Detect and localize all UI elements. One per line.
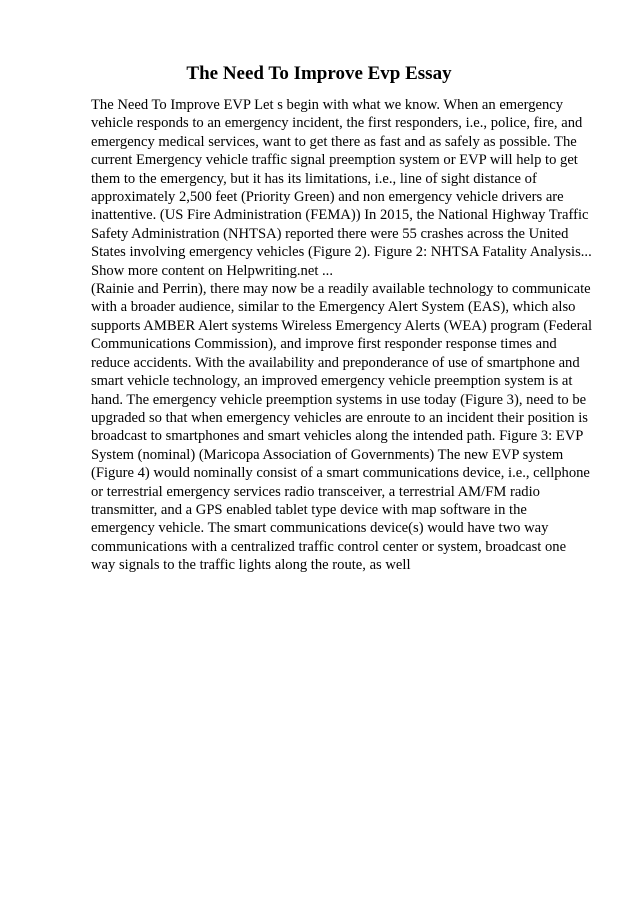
body-line: current Emergency vehicle traffic signal preemption system or EVP will help to get <box>91 152 578 169</box>
body-line: way signals to the traffic lights along the route, as well <box>91 557 411 574</box>
body-line: transmitter, and a GPS enabled tablet type device with map software in the <box>91 501 527 518</box>
body-line: broadcast to smartphones and smart vehicles along the intended path. Figure 3: EVP <box>91 428 584 445</box>
body-line: vehicle responds to an emergency incident, the first responders, i.e., police, fire, and <box>91 115 583 132</box>
body-line: The Need To Improve EVP Let s begin with what we know. When an emergency <box>91 97 564 113</box>
body-line: States involving emergency vehicles (Figure 2). Figure 2: NHTSA Fatality Analysis... <box>91 244 592 261</box>
body-line: inattentive. (US Fire Administration (FEMA)) In 2015, the National Highway Traffic <box>91 207 589 224</box>
body-line: supports AMBER Alert systems Wireless Emergency Alerts (WEA) program (Federal <box>91 317 593 334</box>
body-line: emergency vehicle. The smart communications device(s) would have two way <box>91 520 549 537</box>
body-line: them to the emergency, but it has its limitations, i.e., line of sight distance of <box>91 170 537 187</box>
body-line: with a broader audience, similar to the Emergency Alert System (EAS), which also <box>91 299 576 316</box>
body-line: smart vehicle technology, an improved emergency vehicle preemption system is at <box>91 373 573 390</box>
body-line: Communications Commission), and improve first responder response times and <box>91 336 557 353</box>
body-line: (Rainie and Perrin), there may now be a readily available technology to communicate <box>91 281 591 298</box>
body-line: (Figure 4) would nominally consist of a smart communications device, i.e., cellphone <box>91 465 590 482</box>
body-line: reduce accidents. With the availability and preponderance of use of smartphone and <box>91 354 580 371</box>
document-body <box>91 96 601 575</box>
document-title: The Need To Improve Evp Essay <box>186 63 452 84</box>
body-line: System (nominal) (Maricopa Association of Governments) The new EVP system <box>91 446 564 463</box>
show-more-line: Show more content on Helpwriting.net ... <box>91 262 333 279</box>
body-line: Safety Administration (NHTSA) reported there were 55 crashes across the United <box>91 225 569 242</box>
body-line: or terrestrial emergency services radio transceiver, a terrestrial AM/FM radio <box>91 483 540 500</box>
body-line: communications with a centralized traffic control center or system, broadcast one <box>91 538 567 555</box>
body-line: hand. The emergency vehicle preemption systems in use today (Figure 3), need to be <box>91 391 587 408</box>
body-line: upgraded so that when emergency vehicles are enroute to an incident their position is <box>91 409 588 426</box>
body-line: approximately 2,500 feet (Priority Green) and non emergency vehicle drivers are <box>91 189 564 206</box>
body-line: emergency medical services, want to get there as fast and as safely as possible. The <box>91 133 577 150</box>
